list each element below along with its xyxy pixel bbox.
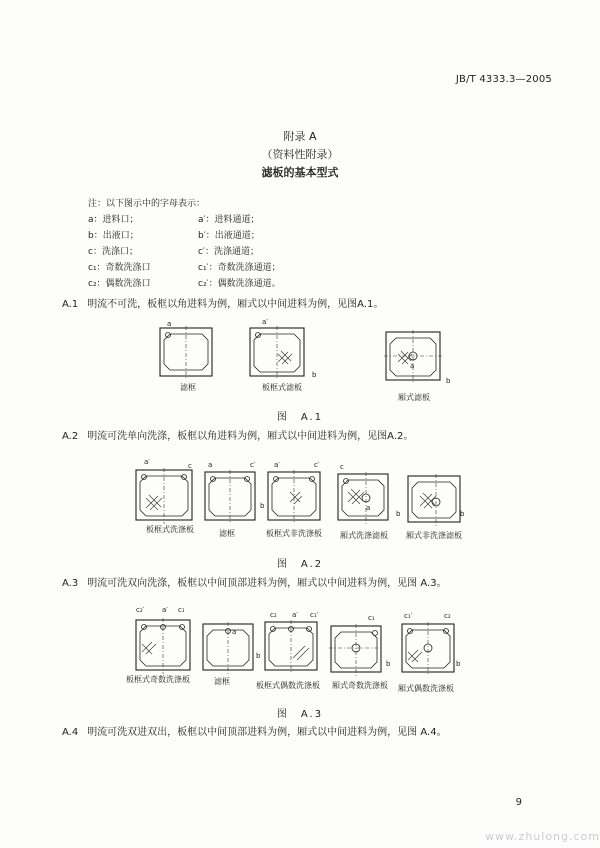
mark-a-prime: a′ — [292, 611, 298, 619]
figure-label-a2: 图 A.2 — [276, 559, 324, 570]
figure-label-a1: 图 A.1 — [276, 412, 324, 423]
mark-a-prime: a′ — [274, 461, 280, 469]
note-right-item: c₁′：奇数洗涤通道； — [198, 263, 281, 273]
mark-c-prime: c′ — [314, 461, 320, 469]
mark-a: a — [232, 628, 237, 636]
mark-b: b — [260, 502, 265, 510]
figure-caption: 板框式非洗涤板 — [266, 529, 322, 538]
section-text: 明流可洗双向洗涤，板框以中间顶部进料为例，厢式以中间进料为例，见图 A.3。 — [87, 578, 447, 589]
section-number: A.4 — [62, 727, 79, 738]
section-number: A.1 — [62, 299, 79, 310]
figure-caption: 厢式偶数洗涤板 — [398, 684, 454, 693]
figure-a2-plate-2 — [203, 470, 259, 528]
mark-b: b — [446, 377, 451, 385]
figure-a3-plate-3 — [263, 620, 321, 678]
section-text: 明流不可洗，板框以角进料为例，厢式以中间进料为例，见图A.1。 — [87, 299, 384, 310]
figure-caption: 厢式洗涤滤板 — [340, 531, 388, 540]
mark-c1-prime: c₁′ — [404, 612, 413, 620]
note-right-item: a′：进料通道； — [198, 215, 260, 225]
figure-caption: 板框式偶数洗涤板 — [256, 681, 320, 690]
notes-left — [88, 212, 151, 292]
figure-caption: 板框式滤板 — [262, 383, 302, 392]
figure-a1-plate-3 — [384, 330, 444, 390]
mark-c2: c₂ — [444, 612, 451, 620]
figure-caption: 厢式奇数洗涤板 — [332, 681, 388, 690]
mark-c-prime: c′ — [250, 461, 256, 469]
mark-c: c — [340, 463, 344, 471]
mark-b: b — [386, 660, 391, 668]
note-left-item: c₂：偶数洗涤口 — [88, 279, 151, 289]
figure-caption: 滤框 — [214, 677, 230, 686]
mark-b: b — [256, 652, 261, 660]
section-a2 — [62, 427, 413, 442]
standard-code: JB/T 4333.3—2005 — [455, 74, 552, 85]
appendix-heading: 滤板的基本型式 — [261, 166, 339, 179]
section-a3 — [62, 574, 447, 589]
page-number: 9 — [515, 797, 522, 808]
watermark: www.zhulong.com — [485, 830, 600, 843]
appendix-title: 附录 A — [283, 130, 317, 143]
mark-a: a — [167, 320, 172, 328]
figure-a2-plate-4 — [336, 472, 392, 528]
figure-a2-plate-1 — [134, 468, 196, 528]
mark-c2-prime: c₂′ — [136, 606, 145, 614]
mark-a: a — [410, 362, 415, 370]
mark-c1: c₁ — [368, 614, 375, 622]
section-a4 — [62, 723, 447, 738]
note-right-item: b′：出液通道； — [198, 231, 260, 241]
figure-a3-plate-4 — [329, 624, 385, 680]
mark-c: c — [188, 462, 192, 470]
section-text: 明流可洗单向洗涤，板框以角进料为例，厢式以中间进料为例，见图A.2。 — [87, 431, 414, 442]
figure-caption: 滤框 — [219, 529, 235, 538]
section-number: A.2 — [62, 431, 79, 442]
figure-caption: 厢式滤板 — [398, 393, 430, 402]
figure-a3-plate-5 — [400, 622, 461, 680]
notes-right — [198, 212, 281, 292]
note-left-item: b：出液口； — [88, 231, 139, 241]
figure-caption: 滤框 — [180, 383, 196, 392]
mark-a: a — [208, 461, 213, 469]
section-text: 明流可洗双进双出，板框以中间顶部进料为例，厢式以中间进料为例，见图 A.4。 — [87, 727, 447, 738]
figure-caption: 厢式非洗涤滤板 — [406, 531, 462, 540]
notes-intro: 注：以下图示中的字母表示： — [88, 199, 206, 209]
figure-caption: 板框式奇数洗涤板 — [126, 675, 190, 684]
mark-b: b — [456, 660, 461, 668]
mark-c2: c₂ — [270, 611, 277, 619]
mark-b: b — [312, 371, 317, 379]
note-right-item: c′：洗涤通道； — [198, 247, 259, 257]
figure-label-a3: 图 A.3 — [276, 709, 324, 720]
mark-a-prime: a′ — [162, 606, 168, 614]
mark-a-prime: a′ — [144, 458, 150, 466]
mark-b: b — [460, 510, 465, 518]
section-a1 — [62, 295, 383, 310]
note-left-item: c：洗涤口； — [88, 247, 138, 257]
mark-a: a — [366, 504, 371, 512]
mark-c1: c₁ — [178, 606, 185, 614]
note-right-item: c₂′：偶数洗涤通道。 — [198, 279, 281, 289]
figure-a2-plate-3 — [266, 470, 324, 528]
section-number: A.3 — [62, 578, 79, 589]
figure-a1-plate-2 — [248, 324, 308, 384]
figure-caption: 板框式洗涤板 — [146, 525, 194, 534]
note-left-item: c₁：奇数洗涤口 — [88, 263, 151, 273]
mark-c1-prime: c₁′ — [310, 611, 319, 619]
mark-b: b — [396, 510, 401, 518]
mark-a-prime: a′ — [262, 318, 268, 326]
figure-a2-plate-5 — [406, 474, 464, 530]
note-left-item: a：进料口； — [88, 215, 139, 225]
figure-a3-plate-1 — [134, 618, 194, 678]
appendix-subtitle: （资料性附录） — [261, 148, 339, 161]
figure-a3-plate-2 — [201, 622, 257, 678]
